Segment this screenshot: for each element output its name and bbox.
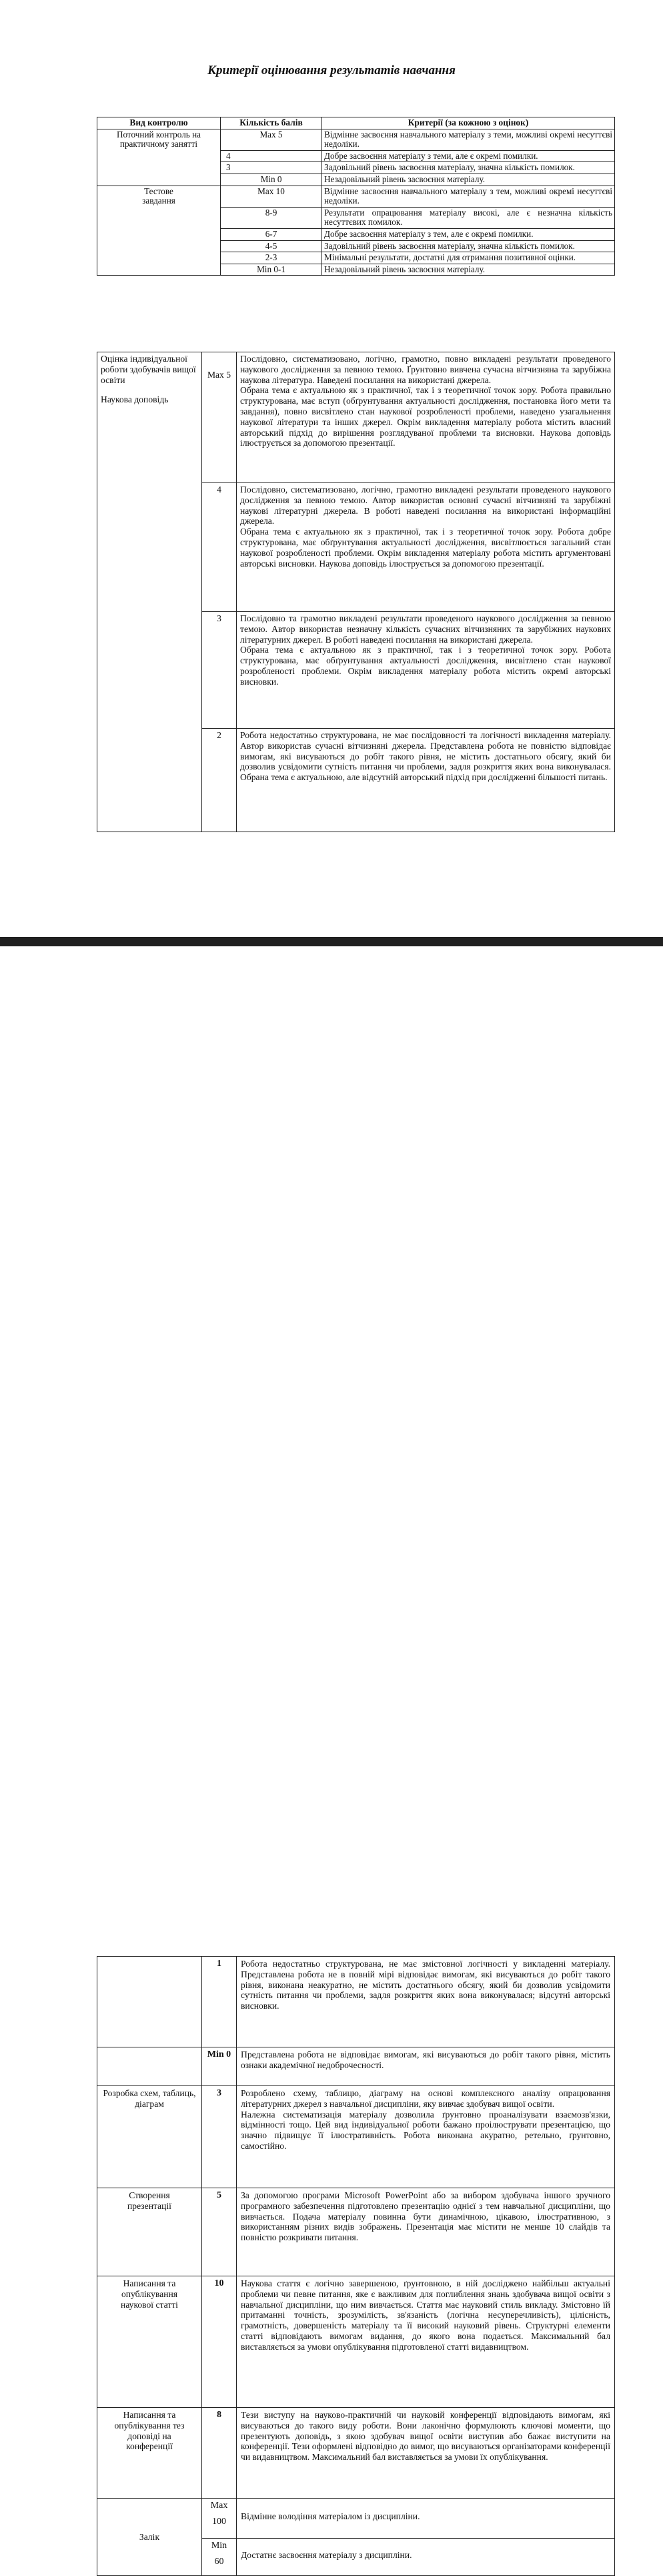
score-cell [202,352,237,483]
criteria-text-2: Обрана тема є актуальною як з практичної, так і з теоретичної точок зору. Робота правильно структурована, має вступ (обґрунтування актуальності дослідження, постановка його мети та завдання), повно висвітлено стан наукової розробленості проблеми, наведено узагальнення наукової літератури та інших джерел. Окрім викладення матеріалу робота містить власний авторський підхід до вирішення розглядуваної проблеми та висновки. Наукова доповідь ілюструється за допомогою презентації. [240,385,611,448]
score-cell: 3 [221,162,322,174]
criteria-cell: Наукова стаття є логічно завершеною, ґрунтовною, в ній досліджено найбільш актуальні проблеми чи певне питання, яке є важливим для поглиблення знань здобувача вищої освіти з навчальної дисципліни, що ним вивчається. Стаття має науковий стиль викладу. Змістовно їй притаманні точність, зрозумілість, зв'язаність (логічна несуперечливість), цілісність, грамотність, довершеність матеріалу та її високий науковий рівень. Структурні елементи статті відповідають вимогам видання, до якого вона подається. Максимальний бал виставляється за умови опублікування підготовленої статті видавництвом. [237,2276,615,2408]
exam-min-value: 60 [214,2556,224,2567]
criteria-text: Послідовно, систематизовано, логічно, грамотно, повно викладені результати проведеного наукового дослідження за певною темою. Ґрунтовно вивчена сучасна вітчизняна та зарубіжна наукова література. Наведені посилання на використані джерела. [240,354,611,385]
header-criteria: Критерії (за кожною з оцінок) [322,117,615,129]
criteria-cell: Представлена робота не відповідає вимогам, які висуваються до робіт такого рівня, містить ознаки академічної недоброчесності. [237,2047,615,2086]
control-type-cell [97,2047,202,2086]
score-cell: 4 [221,150,322,162]
criteria-cell: Робота недостатньо структурована, не має змістовної логічності у викладенні матеріалу. Представлена робота не в повній мірі відповідає вимогам, які висуваються до робіт такого рівня, виконана неакуратно, не містить достатнього обсягу, який би дозволив усвідомити сутність питання чи проблеми, задля розкриття яких вона виконувалася; відсутні авторські висновки. [237,1957,615,2047]
score-cell: Max 5 [221,129,322,150]
score-cell: 8 [202,2408,237,2499]
control-type-label: Написання та опублікування тез доповіді на конференції [114,2410,185,2452]
criteria-cell: Тези виступу на науково-практичній чи науковій конференції відповідають вимогам, які висуваються до такого виду роботи. Вони лаконічно формулюють ключові моменти, що презентують доповідь, з якою здобувач вищої освіти виступив або бажає виступити на конференції. Тези оформлені відповідно до вимог, що висуваються організаторами конференції чи видавництвом. Максимальний бал виставляється за умови їх опублікування. [237,2408,615,2499]
criteria-cell: Задовільний рівень засвоєння матеріалу, значна кількість помилок. [322,240,615,252]
score-cell: 4-5 [221,240,322,252]
criteria-cell: Задовільний рівень засвоєння матеріалу, значна кількість помилок. [322,162,615,174]
criteria-cell: Добре засвоєння матеріалу з теми, але є окремі помилки. [322,150,615,162]
criteria-text: Послідовно, систематизовано, логічно, грамотно викладені результати проведеного наукового дослідження за певною темою. Автор використав основні сучасні вітчизняні та зарубіжні наукові літературні джерела. В роботі наведені посилання на використані інформаційні джерела. [240,485,611,527]
table-header-row [97,117,615,129]
criteria-cell: Результати опрацювання матеріалу високі, але є незначна кількість несуттєвих помилок. [322,207,615,228]
control-type-label: Написання та опублікування наукової статті [121,2278,178,2310]
criteria-cell: Незадовільний рівень засвоєння матеріалу. [322,174,615,186]
criteria-cell: Відмінне засвоєння навчального матеріалу з теми, можливі окремі несуттєві недоліки. [322,129,615,150]
criteria-cell: Незадовільний рівень засвоєння матеріалу. [322,264,615,276]
exam-max-score-cell [202,2499,237,2539]
score-cell: 3 [202,2086,237,2188]
criteria-cell: Відмінне засвоєння навчального матеріалу з тем, можливі окремі несуттєві недоліки. [322,186,615,207]
control-type-label: Створення презентації [127,2190,171,2211]
exam-max-criteria: Відмінне володіння матеріалом із дисципліни. [237,2499,615,2539]
criteria-text-2: Належна систематизація матеріалу дозволила ґрунтовно проаналізувати взаємозв'язки, відмінності тощо. Цей вид індивідуальної роботи бажано проілюструвати презентацією, що значно підвищує її ілюстративність. Робота виконана акуратно, ретельно, ґрунтовно, самостійно. [241,2109,610,2151]
control-type-label: Оцінка індивідуальної роботи здобувачів вищої освіти [101,354,196,385]
criteria-text: Робота недостатньо структурована, не має послідовності та логічності викладення матеріалу. Автор використав сучасні вітчизняні джерела. Представлена робота не повністю відповідає вимогам, які висуваються до робіт такого рівня, не містить достатнього обсягу, який би дозволив усвідомити сутність питання чи проблеми, задля розкриття яких вона виконувалася. Обрана тема є актуальною, але відсутній авторський підхід при дослідженні більшості питань. [240,730,611,783]
score-cell: Min 0-1 [221,264,322,276]
control-type-cell: Розробка схем, таблиць, діаграм [97,2086,202,2188]
table-row [97,352,615,483]
criteria-cell: Мінімальні результати, достатні для отримання позитивної оцінки. [322,252,615,264]
exam-max-label: Max [210,2501,228,2511]
table-row [97,186,615,207]
exam-min-criteria: Достатнє засвоєння матеріалу з дисципліни. [237,2539,615,2576]
criteria-text: Розроблено схему, таблицю, діаграму на основі комплексного аналізу опрацювання літературних джерел з навчальної дисципліни, яку вивчає здобувач вищої освіти. [241,2088,610,2109]
criteria-cell: За допомогою програми Microsoft PowerPoint або за вибором здобувача іншого зручного програмного забезпечення підготовлено презентацію однієї з тем навчальної дисципліни, що вивчається. Подача матеріалу повинна бути динамічною, цікавою, ілюстративною, з використанням різних видів зображень. Презентація має містити не менше 10 слайдів та повністю розкривати питання. [237,2188,615,2276]
score-cell: 8-9 [221,207,322,228]
score-cell: Min 0 [221,174,322,186]
score-cell: 2 [202,729,237,832]
table-row [97,2276,615,2408]
score-cell: Max 10 [221,186,322,207]
control-type-sublabel: Наукова доповідь [101,394,169,405]
control-type-cell: Поточний контроль на практичному занятті [97,129,221,186]
score-cell: 5 [202,2188,237,2276]
exam-max-value: 100 [212,2516,226,2527]
control-type-cell [97,2276,202,2408]
table-row [97,2408,615,2499]
score-cell: 10 [202,2276,237,2408]
criteria-cell [237,352,615,483]
control-type-cell [97,352,202,832]
criteria-table-3 [97,1956,615,2576]
control-type-cell [97,2188,202,2276]
criteria-cell [237,729,615,832]
score-cell: 1 [202,1957,237,2047]
exam-type-cell: Залік [97,2499,202,2576]
score-cell: 4 [202,483,237,612]
criteria-text-2: Обрана тема є актуальною як з практичної, так і з теоретичної точок зору. Робота добре структурована, має обґрунтування актуальності дослідження, висвітлюється загальний стан наукової розробленості проблеми. Окрім викладення матеріалу робота містить аргументовані авторські висновки. Наукова доповідь ілюструється за допомогою презентації. [240,527,611,569]
header-control-type: Вид контролю [97,117,221,129]
table-row [97,129,615,150]
criteria-cell [237,612,615,729]
control-type-cell [97,1957,202,2047]
criteria-text: Послідовно та грамотно викладені результати проведеного наукового дослідження за певною темою. Автор використав незначну кількість сучасних вітчизняних та зарубіжних наукових літературних джерел. В роботі наведені посилання на використані джерела. [240,613,611,645]
table-row [97,2086,615,2188]
criteria-cell [237,483,615,612]
score-value: Max 5 [207,370,231,380]
criteria-text-2: Обрана тема є актуальною як з практичної, так і з теоретичної точок зору. Робота структурована, має обґрунтування актуальності дослідження, висвітлено стан наукової розробленості проблеми. Окрім викладення матеріалу робота містить окремі авторські висновки. [240,645,611,687]
score-cell: 6-7 [221,228,322,240]
control-type-label: Тестове завдання [142,186,175,206]
page-1 [0,0,663,937]
exam-min-label: Min [211,2541,227,2551]
criteria-cell: Добре засвоєння матеріалу з тем, але є окремі помилки. [322,228,615,240]
score-cell: 3 [202,612,237,729]
criteria-table-1 [97,117,615,276]
page-divider [0,937,663,946]
exam-min-score-cell [202,2539,237,2576]
exam-max-row [97,2499,615,2539]
page-title: Критерії оцінювання результатів навчання [207,63,456,77]
table-row [97,1957,615,2047]
criteria-cell [237,2086,615,2188]
control-type-cell [97,186,221,276]
header-points: Кількість балів [221,117,322,129]
table-row [97,2188,615,2276]
criteria-table-2 [97,352,615,832]
control-type-cell [97,2408,202,2499]
table-row [97,2047,615,2086]
score-cell: 2-3 [221,252,322,264]
page-2 [0,946,663,2567]
score-cell: Min 0 [202,2047,237,2086]
